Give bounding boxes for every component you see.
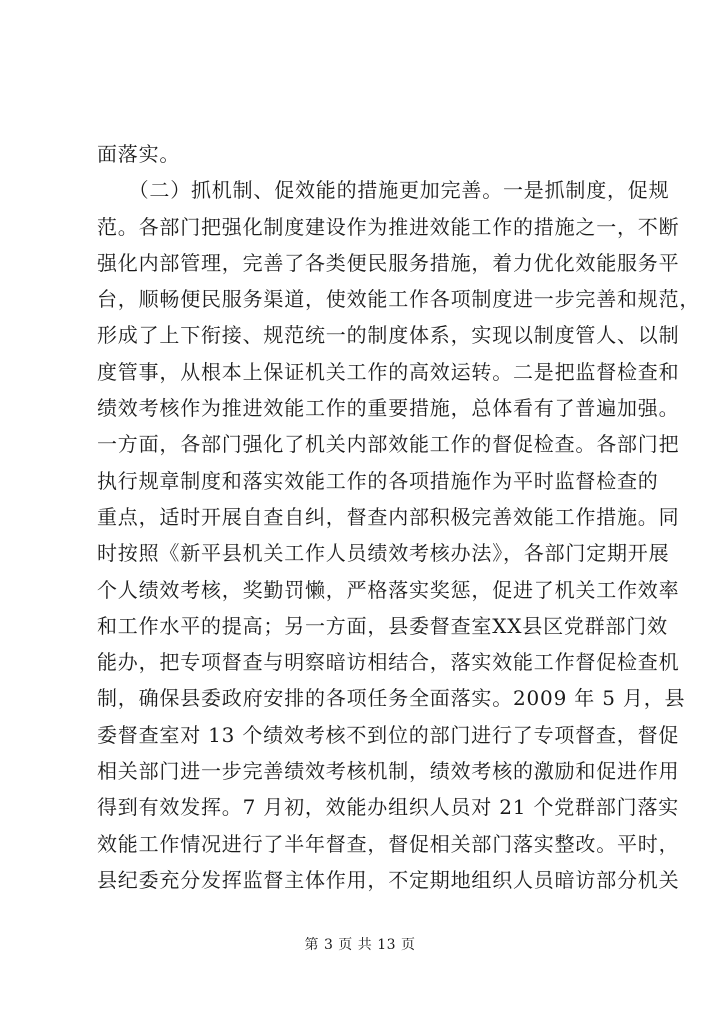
text-line: 强化内部管理，完善了各类便民服务措施，着力优化效能服务平 [97, 250, 680, 275]
body-text [97, 136, 701, 898]
text-line: 重点，适时开展自查自纠，督查内部积极完善效能工作措施。同 [97, 504, 680, 529]
text-line: 能办，把专项督查与明察暗访相结合，落实效能工作督促检查机 [97, 650, 680, 675]
text-line: 一方面，各部门强化了机关内部效能工作的督促检查。各部门把 [97, 432, 680, 457]
text-line: 形成了上下衔接、规范统一的制度体系，实现以制度管人、以制 [97, 323, 680, 348]
text-line: 和工作水平的提高；另一方面，县委督查室XX县区党群部门效 [97, 613, 668, 638]
text-line: 相关部门进一步完善绩效考核机制，绩效考核的激励和促进作用 [97, 759, 680, 784]
text-line: 绩效考核作为推进效能工作的重要措施，总体看有了普遍加强。 [97, 396, 680, 421]
text-line: （二）抓机制、促效能的措施更加完善。一是抓制度，促规 [97, 178, 670, 203]
text-line: 时按照《新平县机关工作人员绩效考核办法》，各部门定期开展 [97, 541, 670, 566]
text-line: 制，确保县委政府安排的各项任务全面落实。2009 年 5 月，县 [97, 686, 686, 711]
text-line: 县纪委充分发挥监督主体作用，不定期地组织人员暗访部分机关 [97, 867, 680, 892]
text-line: 范。各部门把强化制度建设作为推进效能工作的措施之一，不断 [97, 214, 680, 239]
text-line: 个人绩效考核，奖勤罚懒，严格落实奖惩，促进了机关工作效率 [97, 577, 680, 602]
page-number-footer: 第 3 页 共 13 页 [304, 937, 416, 953]
text-line: 得到有效发挥。7 月初，效能办组织人员对 21 个党群部门落实 [97, 795, 680, 820]
text-line: 台，顺畅便民服务渠道，使效能工作各项制度进一步完善和规范， [97, 287, 701, 312]
text-line: 度管事，从根本上保证机关工作的高效运转。二是把监督检查和 [97, 359, 680, 384]
text-line: 执行规章制度和落实效能工作的各项措施作为平时监督检查的 [97, 468, 659, 493]
text-line: 效能工作情况进行了半年督查，督促相关部门落实整改。平时， [97, 831, 680, 856]
text-line: 面落实。 [97, 142, 181, 166]
text-line: 委督查室对 13 个绩效考核不到位的部门进行了专项督查，督促 [97, 722, 680, 747]
